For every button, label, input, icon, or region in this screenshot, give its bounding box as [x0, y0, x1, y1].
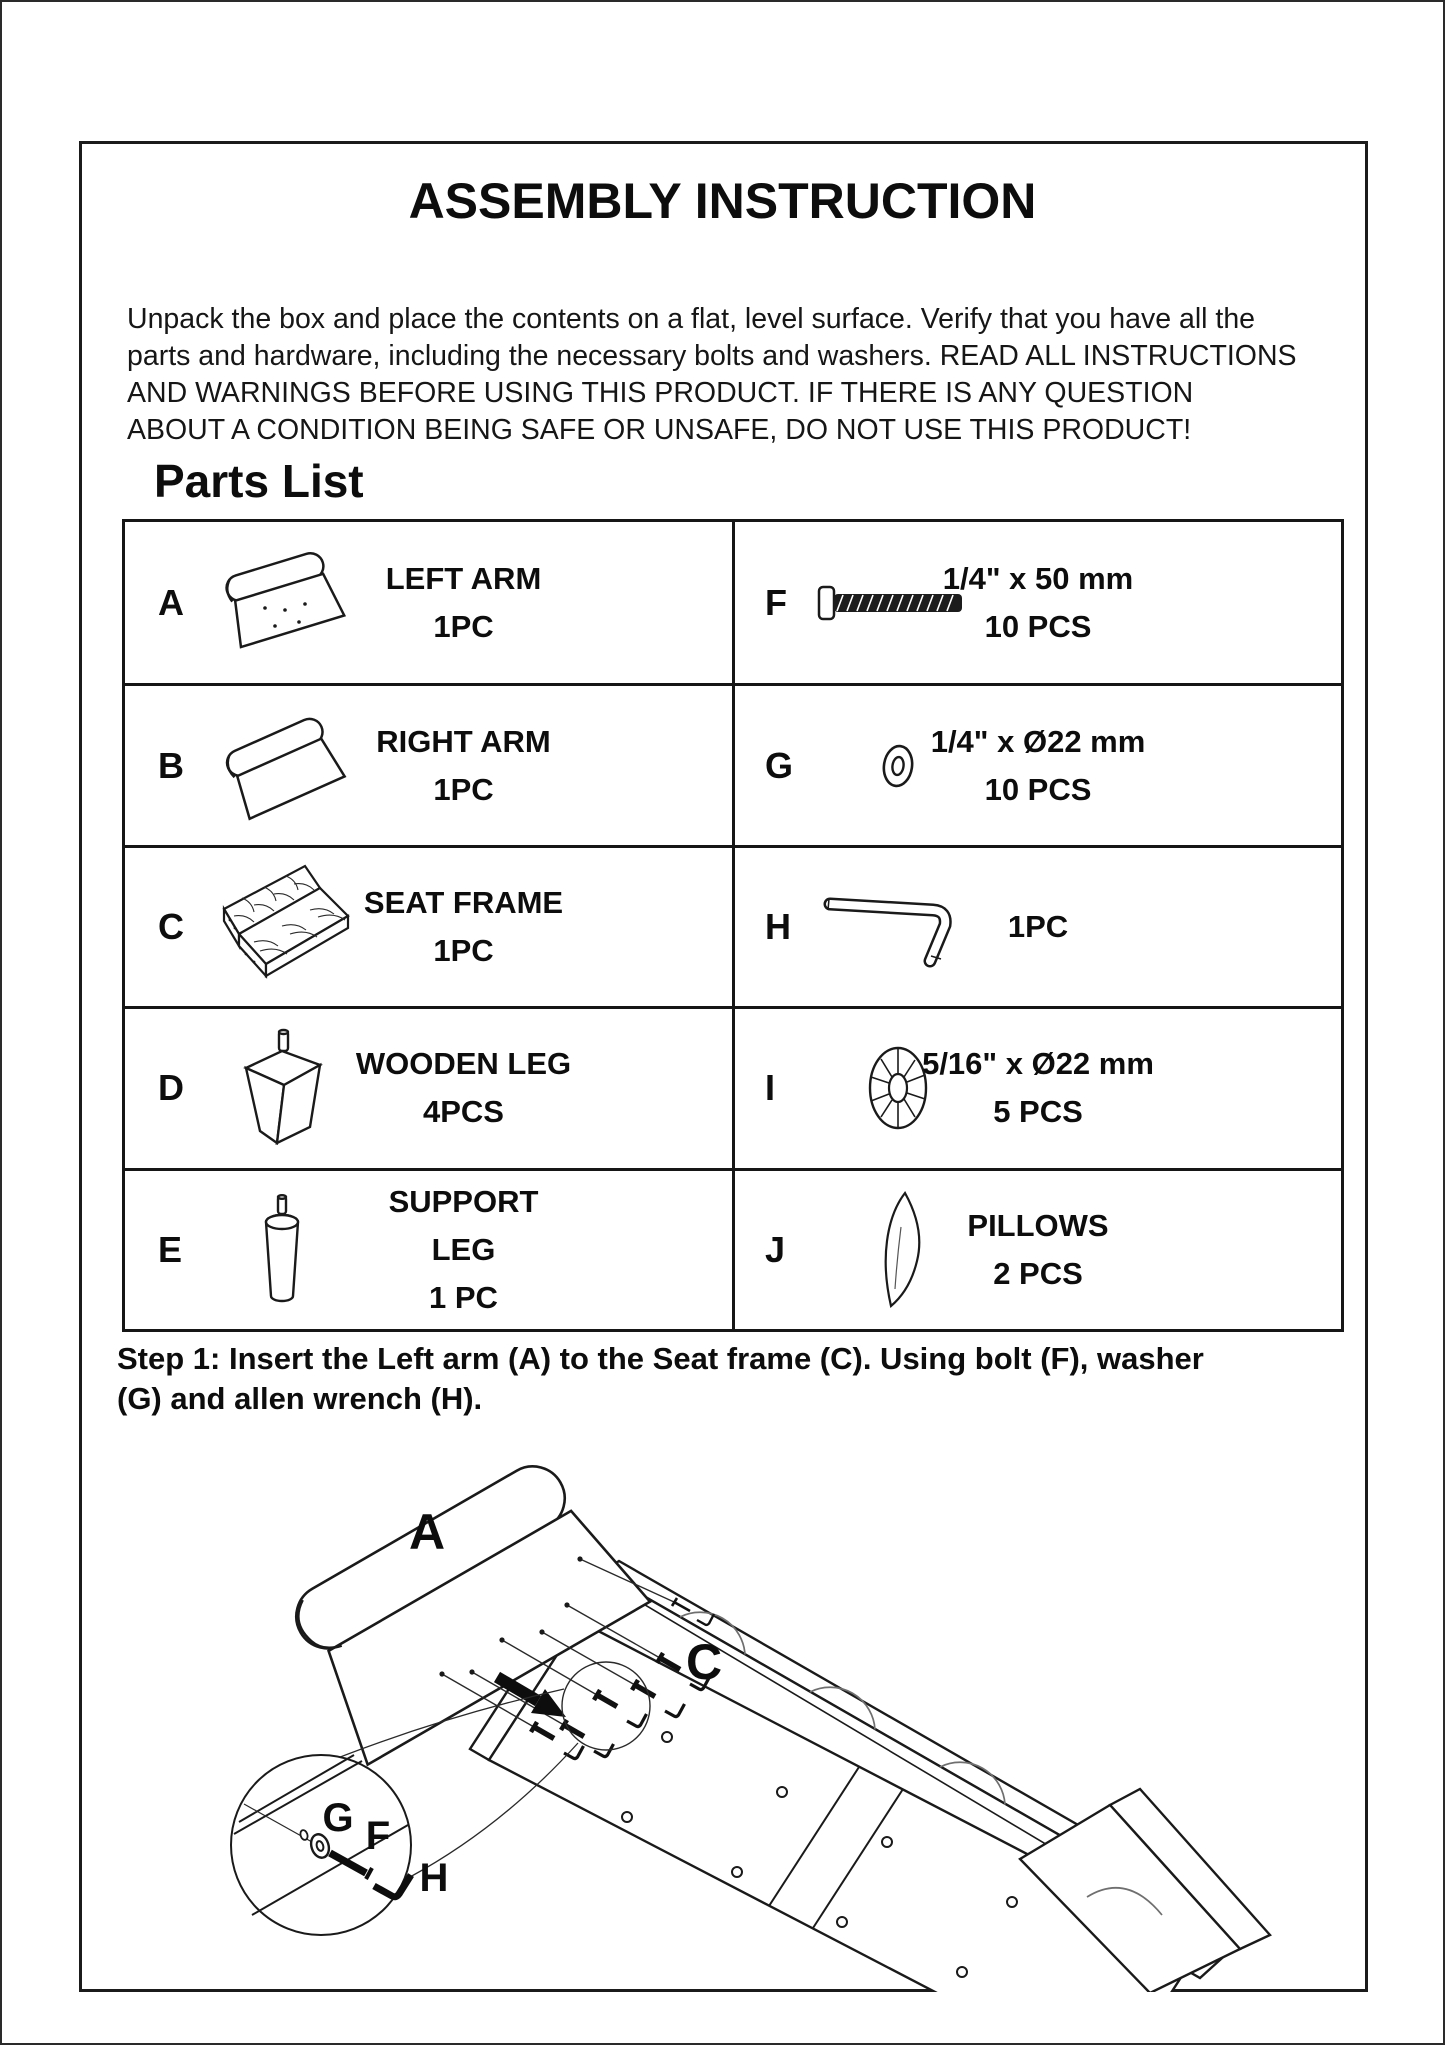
table-row-part-e	[125, 1168, 735, 1329]
right-arm-icon	[197, 686, 367, 844]
part-letter: E	[158, 1228, 183, 1270]
part-description: 1PC	[1007, 908, 1069, 944]
part-description: WOODEN LEG 4PCS	[355, 1046, 572, 1130]
part-letter: G	[765, 744, 794, 786]
part-description: SEAT FRAME 1PC	[363, 884, 564, 968]
seat-frame-icon	[197, 848, 367, 1006]
intro-paragraph	[127, 301, 1297, 449]
table-row-part-f	[735, 522, 1341, 683]
table-row-part-c	[125, 845, 735, 1006]
frame-label: C	[685, 1634, 723, 1690]
part-description: LEFT ARM 1PC	[385, 560, 542, 644]
table-row-part-g	[735, 683, 1341, 844]
part-description: PILLOWS 2 PCS	[967, 1207, 1109, 1291]
part-description: SUPPORT LEG 1 PC	[388, 1183, 539, 1315]
left-arm-icon	[197, 522, 367, 683]
washer-label: G	[322, 1796, 354, 1840]
table-row-part-b	[125, 683, 735, 844]
part-letter: J	[765, 1228, 786, 1270]
intro-line: parts and hardware, including the necessary bolts and washers. READ ALL INSTRUCTIONS	[127, 340, 1297, 372]
part-letter: B	[158, 744, 184, 786]
part-letter: A	[158, 581, 184, 623]
bolt-label: F	[365, 1814, 391, 1858]
intro-line: AND WARNINGS BEFORE USING THIS PRODUCT. IF THERE IS ANY QUESTION	[127, 377, 1194, 409]
part-description: 1/4" x 50 mm 10 PCS	[942, 560, 1134, 644]
table-row-part-a	[125, 522, 735, 683]
part-letter: C	[158, 905, 184, 947]
table-row-part-i	[735, 1006, 1341, 1167]
table-row-part-h	[735, 845, 1341, 1006]
intro-line: Unpack the box and place the contents on a flat, level surface. Verify that you have all the	[127, 303, 1256, 335]
part-letter: D	[158, 1067, 184, 1109]
detail-circle	[231, 1755, 448, 1935]
wrench-label: H	[419, 1856, 449, 1900]
part-letter: I	[765, 1067, 776, 1109]
arm-label: A	[408, 1504, 446, 1560]
table-row-part-d	[125, 1006, 735, 1167]
wooden-leg-icon	[197, 1009, 367, 1167]
part-description: 5/16" x Ø22 mm 5 PCS	[922, 1046, 1154, 1130]
part-description: 1/4" x Ø22 mm 10 PCS	[930, 723, 1146, 807]
parts-list-heading: Parts List	[154, 455, 364, 507]
part-letter: F	[765, 581, 787, 623]
step1-instruction: Step 1: Insert the Left arm (A) to the Seat frame (C). Using bolt (F), washer (G) and allen wrench (H).	[117, 1341, 1204, 1416]
part-description: RIGHT ARM 1PC	[376, 723, 551, 807]
table-row-part-j	[735, 1168, 1341, 1329]
step1-diagram	[82, 1427, 1367, 1997]
support-leg-icon	[197, 1171, 367, 1329]
part-letter: H	[765, 905, 791, 947]
intro-line: ABOUT A CONDITION BEING SAFE OR UNSAFE, DO NOT USE THIS PRODUCT!	[127, 414, 1192, 446]
parts-table	[122, 519, 1344, 1332]
page-title: ASSEMBLY INSTRUCTION	[408, 173, 1037, 229]
